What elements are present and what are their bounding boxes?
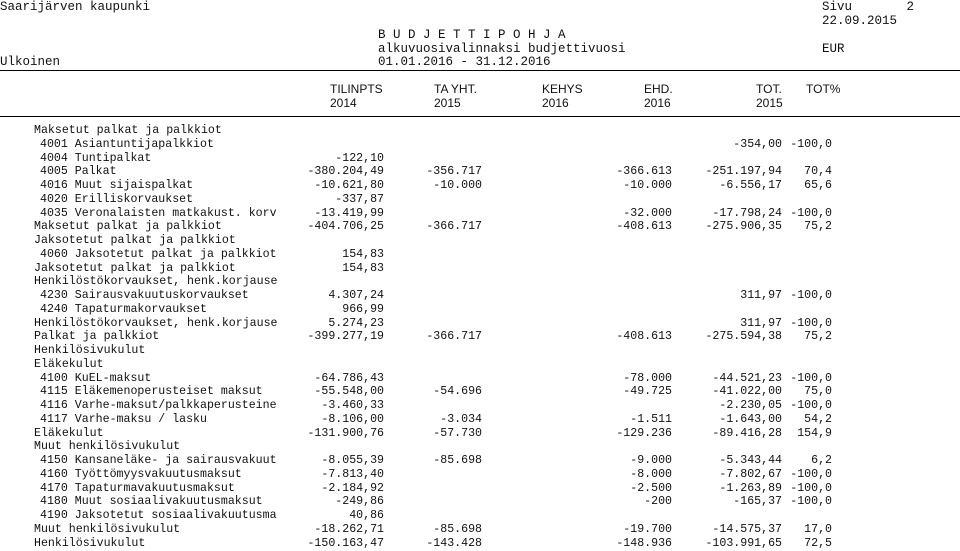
row-label: 4020 Erilliskorvaukset [40,192,194,206]
cell-tot: -165,37 [733,495,782,509]
cell-tot-percent: 72,5 [804,536,832,550]
table-row [0,344,960,358]
cell-tot-percent: 75,2 [804,220,832,234]
cell-tilinpts: -55.548,00 [314,385,384,399]
row-label: 4016 Muut sijaispalkat [40,179,194,192]
table-row [0,262,960,276]
col-head-kehys: KEHYS [542,82,583,96]
cell-tilinpts: -2.184,92 [321,481,384,495]
cell-tot-percent: 75,2 [804,330,832,344]
cell-tilinpts: 154,83 [342,261,384,275]
cell-tot-percent: -100,0 [790,137,832,151]
cell-tilinpts: -64.786,43 [314,371,384,385]
cell-tot: -14.575,37 [712,522,782,536]
page-label: Sivu [822,0,853,14]
report-subtitle: alkuvuosivalinnaksi budjettivuosi [378,42,626,56]
col-head-tilinpts: TILINPTS [330,82,383,96]
cell-ehd: -2.500 [630,481,672,495]
cell-ehd: -49.725 [623,385,672,399]
table-row [0,413,960,427]
cell-tot-percent: 65,6 [804,179,832,192]
report-scope: Ulkoinen [0,55,61,69]
report-date: 22.09.2015 [822,14,898,28]
row-label: 4170 Tapaturmavakuutusmaksut [40,481,235,495]
row-label: 4117 Varhe-maksu / lasku [40,412,207,426]
cell-ta-yht: -85.698 [433,454,482,467]
row-label: Jaksotetut palkat ja palkkiot [34,261,236,275]
cell-tot-percent: -100,0 [790,289,832,302]
cell-tot: -275.906,35 [705,220,782,234]
table-row [0,289,960,303]
cell-tot: -2.230,05 [719,399,782,412]
cell-tilinpts: -8.055,39 [321,454,384,467]
col-head-tot: TOT. [756,82,782,96]
cell-ehd: -408.613 [616,220,672,234]
col-year-tot: 2015 [756,96,783,110]
cell-tot: -251.197,94 [705,165,782,179]
cell-tot: 311,97 [740,289,782,302]
row-label: 4116 Varhe-maksut/palkkaperusteine [40,399,277,412]
row-label: 4060 Jaksotetut palkat ja palkkiot [40,247,277,261]
cell-tot: -1.643,00 [719,412,782,426]
cell-ta-yht: -356.717 [426,165,482,179]
cell-ehd: -366.613 [616,165,672,179]
cell-tot-percent: -100,0 [790,467,832,481]
row-label: 4035 Veronalaisten matkakust. korv [40,206,277,220]
table-row [0,330,960,344]
table-row [0,152,960,166]
cell-tilinpts: -7.813,40 [321,467,384,481]
row-label: Eläkekulut [34,357,104,371]
row-label: 4100 KuEL-maksut [40,371,152,385]
col-year-kehys: 2016 [542,96,569,110]
row-label: 4190 Jaksotetut sosiaalivakuutusma [40,509,277,522]
row-label: 4005 Palkat [40,165,117,179]
row-label: 4180 Muut sosiaalivakuutusmaksut [40,495,263,509]
table-row [0,234,960,248]
cell-tot: -41.022,00 [712,385,782,399]
cell-ehd: -9.000 [630,454,672,467]
report-title: B U D J E T T I P O H J A [378,28,566,42]
col-head-tot-percent: TOT% [806,82,841,96]
cell-ehd: -1.511 [630,412,672,426]
cell-tot-percent: -100,0 [790,316,832,330]
cell-tot: 311,97 [740,316,782,330]
cell-tot-percent: -100,0 [790,206,832,220]
cell-tot-percent: 70,4 [804,165,832,179]
row-label: 4150 Kansaneläke- ja sairausvakuut [40,454,277,467]
cell-tilinpts: -399.277,19 [307,330,384,344]
cell-ta-yht: -366.717 [426,220,482,234]
cell-tot: -275.594,38 [705,330,782,344]
table-row [0,207,960,221]
cell-tilinpts: 5.274,23 [328,316,384,330]
cell-ta-yht: -10.000 [433,179,482,192]
cell-tot-percent: 17,0 [804,522,832,536]
cell-tot: -354,00 [733,137,782,151]
cell-tot: -89.416,28 [712,426,782,440]
cell-tot: -44.521,23 [712,371,782,385]
table-row [0,179,960,193]
row-label: 4230 Sairausvakuutuskorvaukset [40,289,249,302]
cell-ta-yht: -54.696 [433,385,482,399]
cell-tilinpts: -131.900,76 [307,426,384,440]
table-row [0,495,960,509]
row-label: 4004 Tuntipalkat [40,151,152,165]
cell-tot: -1.263,89 [719,481,782,495]
table-row [0,124,960,138]
table-row [0,248,960,262]
cell-ehd: -32.000 [623,206,672,220]
header-rule-top [0,70,960,71]
cell-tilinpts: -3.460,33 [321,399,384,412]
cell-ta-yht: -3.034 [440,412,482,426]
cell-tot-percent: -100,0 [790,399,832,412]
table-row [0,523,960,537]
cell-ta-yht: -57.730 [433,426,482,440]
col-head-ta-yht: TA YHT. [434,82,477,96]
table-row [0,372,960,386]
table-row [0,138,960,152]
cell-ehd: -129.236 [616,426,672,440]
row-label: Henkilöstökorvaukset, henk.korjause [34,275,278,289]
cell-tot-percent: 54,2 [804,412,832,426]
row-label: Maksetut palkat ja palkkiot [34,124,222,137]
row-label: Jaksotetut palkat ja palkkiot [34,234,236,247]
report-period: 01.01.2016 - 31.12.2016 [378,55,551,69]
cell-tilinpts: -249,86 [335,495,384,509]
table-row [0,358,960,372]
cell-ehd: -10.000 [623,179,672,192]
cell-tot-percent: -100,0 [790,481,832,495]
cell-tilinpts: -10.621,80 [314,179,384,192]
row-label: Henkilösivukulut [34,344,146,357]
table-row [0,275,960,289]
cell-ta-yht: -366.717 [426,330,482,344]
header-rule-bottom [0,116,960,117]
cell-ehd: -19.700 [623,522,672,536]
cell-tot-percent: -100,0 [790,371,832,385]
row-label: Palkat ja palkkiot [34,330,160,344]
row-label: 4115 Eläkemenoperusteiset maksut [40,385,263,399]
cell-tot-percent: 6,2 [811,454,832,467]
row-label: Henkilösivukulut [34,536,146,550]
cell-tilinpts: -404.706,25 [307,220,384,234]
table-row [0,537,960,551]
cell-tot: -6.556,17 [719,179,782,192]
col-year-ta-yht: 2015 [434,96,461,110]
cell-tilinpts: 966,99 [342,302,384,316]
cell-tot-percent: -100,0 [790,495,832,509]
cell-ehd: -8.000 [630,467,672,481]
row-label: Muut henkilösivukulut [34,522,181,536]
currency-label: EUR [822,42,845,56]
cell-tilinpts: -13.419,99 [314,206,384,220]
row-label: 4160 Työttömyysvakuutusmaksut [40,467,242,481]
cell-tilinpts: -122,10 [335,151,384,165]
table-row [0,427,960,441]
cell-ehd: -200 [644,495,672,509]
table-row [0,468,960,482]
row-label: 4240 Tapaturmakorvaukset [40,302,207,316]
table-row [0,440,960,454]
cell-tilinpts: 4.307,24 [328,289,384,302]
cell-ehd: -78.000 [623,371,672,385]
table-row [0,193,960,207]
table-row [0,454,960,468]
cell-tilinpts: -150.163,47 [307,536,384,550]
row-label: Eläkekulut [34,426,104,440]
table-row [0,482,960,496]
table-row [0,509,960,523]
cell-tot: -17.798,24 [712,206,782,220]
cell-tot: -103.991,65 [705,536,782,550]
cell-ehd: -408.613 [616,330,672,344]
cell-tilinpts: 154,83 [342,247,384,261]
cell-tilinpts: -18.262,71 [314,522,384,536]
row-label: Henkilöstökorvaukset, henk.korjause [34,316,278,330]
table-row [0,165,960,179]
cell-tot-percent: 75,0 [804,385,832,399]
row-label: Muut henkilösivukulut [34,440,181,454]
cell-tot: -5.343,44 [719,454,782,467]
table-row [0,220,960,234]
col-head-ehd: EHD. [644,82,673,96]
cell-tilinpts: -380.204,49 [307,165,384,179]
col-year-ehd: 2016 [644,96,671,110]
table-row [0,303,960,317]
cell-tilinpts: 40,86 [349,509,384,522]
cell-ta-yht: -143.428 [426,536,482,550]
organization-name: Saarijärven kaupunki [0,0,151,14]
table-row [0,399,960,413]
col-year-tilinpts: 2014 [330,96,357,110]
table-row [0,385,960,399]
row-label: Maksetut palkat ja palkkiot [34,220,222,234]
row-label: 4001 Asiantuntijapalkkiot [40,137,214,151]
page-number: 2 [906,0,914,14]
cell-tot-percent: 154,9 [797,426,832,440]
cell-tot: -7.802,67 [719,467,782,481]
table-row [0,317,960,331]
cell-ehd: -148.936 [616,536,672,550]
cell-tilinpts: -337,87 [335,192,384,206]
cell-ta-yht: -85.698 [433,522,482,536]
cell-tilinpts: -8.106,00 [321,412,384,426]
